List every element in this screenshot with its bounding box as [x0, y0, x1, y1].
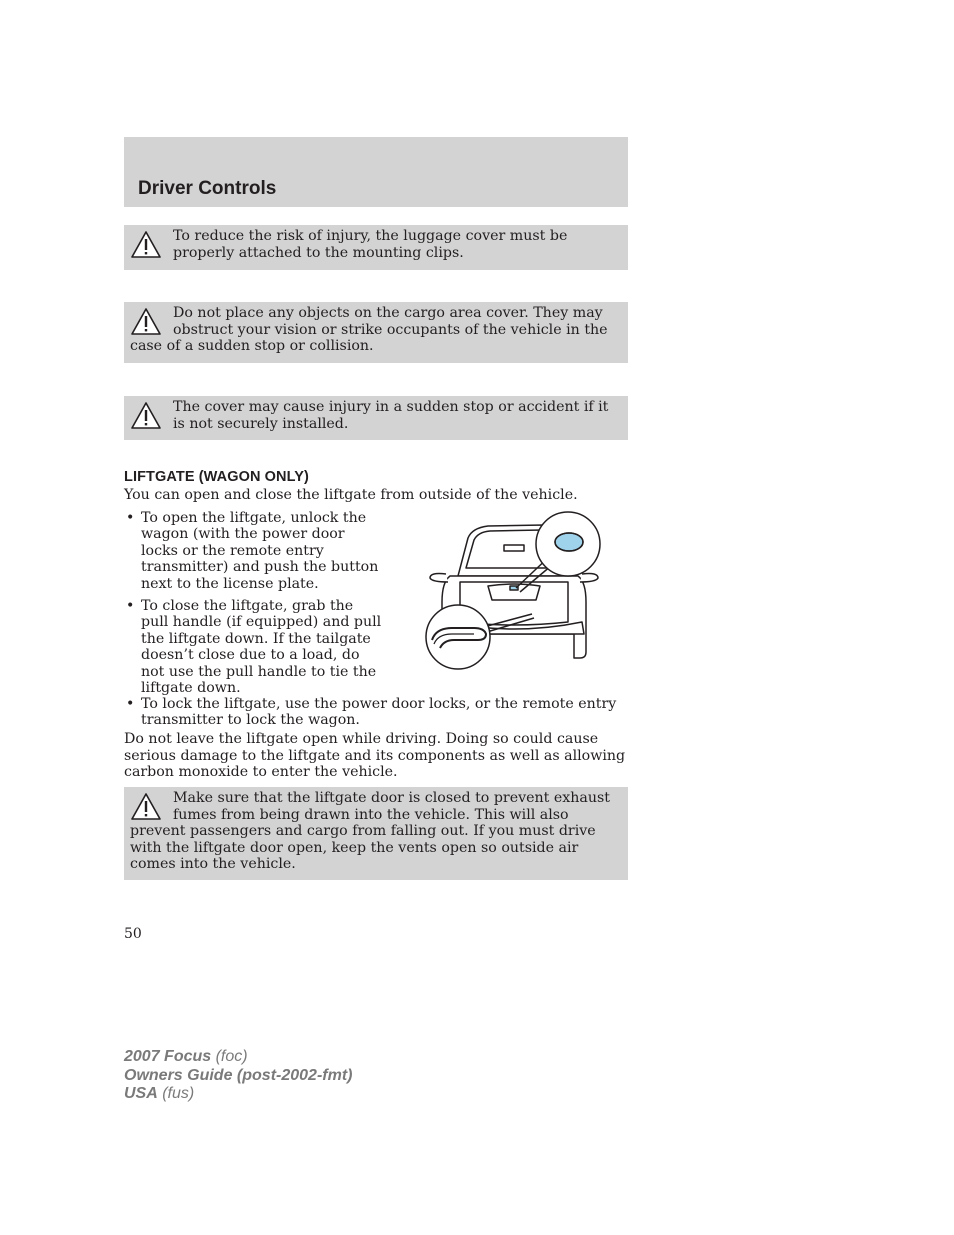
warning-text: Do not place any objects on the cargo area cover. They may obstruct your vision or strike occupants of the vehicle in the case of a sudden stop or collision.	[130, 305, 608, 355]
bullet-dot: •	[126, 598, 135, 614]
section-title: Driver Controls	[138, 178, 277, 199]
warning-triangle-icon	[130, 401, 162, 431]
document-footer	[124, 1048, 352, 1104]
warning-text: The cover may cause injury in a sudden stop or accident if it is not securely installed.	[173, 399, 609, 432]
warning-box-cargo-cover	[124, 302, 628, 363]
liftgate-caution-text: Do not leave the liftgate open while driving. Doing so could cause serious damage to the liftgate and its components as well as allowing carbon monoxide to enter the vehicle.	[124, 731, 626, 780]
warning-box-cover-install	[124, 396, 628, 440]
liftgate-intro: You can open and close the liftgate from outside of the vehicle.	[124, 487, 578, 503]
warning-text: To reduce the risk of injury, the luggage cover must be properly attached to the mounting clips.	[173, 228, 568, 261]
footer-line-3: USA (fus)	[124, 1085, 195, 1102]
warning-triangle-icon	[130, 792, 162, 822]
footer-line-1: 2007 Focus (foc)	[124, 1048, 248, 1065]
warning-box-luggage-cover	[124, 225, 628, 270]
warning-triangle-icon	[130, 307, 162, 337]
footer-line-2: Owners Guide (post-2002-fmt)	[124, 1066, 353, 1084]
warning-text: Make sure that the liftgate door is closed to prevent exhaust fumes from being drawn into the vehicle. This will also prevent passengers and cargo from falling out. If you must drive with the liftgate door open, keep the vents open so outside air comes into the vehicle.	[130, 790, 610, 873]
list-item: • To close the liftgate, grab the pull handle (if equipped) and pull the liftgate down. If the tailgate doesn’t close due to a load, do not use the pull handle to tie the liftgate down.	[126, 598, 382, 697]
wagon-rear-liftgate-illustration	[424, 510, 604, 670]
bullet-dot: •	[126, 510, 135, 526]
bullet-dot: •	[126, 696, 135, 712]
warning-triangle-icon	[130, 230, 162, 260]
page-number: 50	[124, 926, 142, 942]
list-item: • To lock the liftgate, use the power door locks, or the remote entry transmitter to lock the wagon.	[126, 696, 617, 729]
liftgate-heading: LIFTGATE (WAGON ONLY)	[124, 469, 309, 485]
list-item: • To open the liftgate, unlock the wagon (with the power door locks or the remote entry transmitter) and push the button next to the license plate.	[126, 510, 379, 592]
warning-box-liftgate-exhaust	[124, 787, 628, 880]
